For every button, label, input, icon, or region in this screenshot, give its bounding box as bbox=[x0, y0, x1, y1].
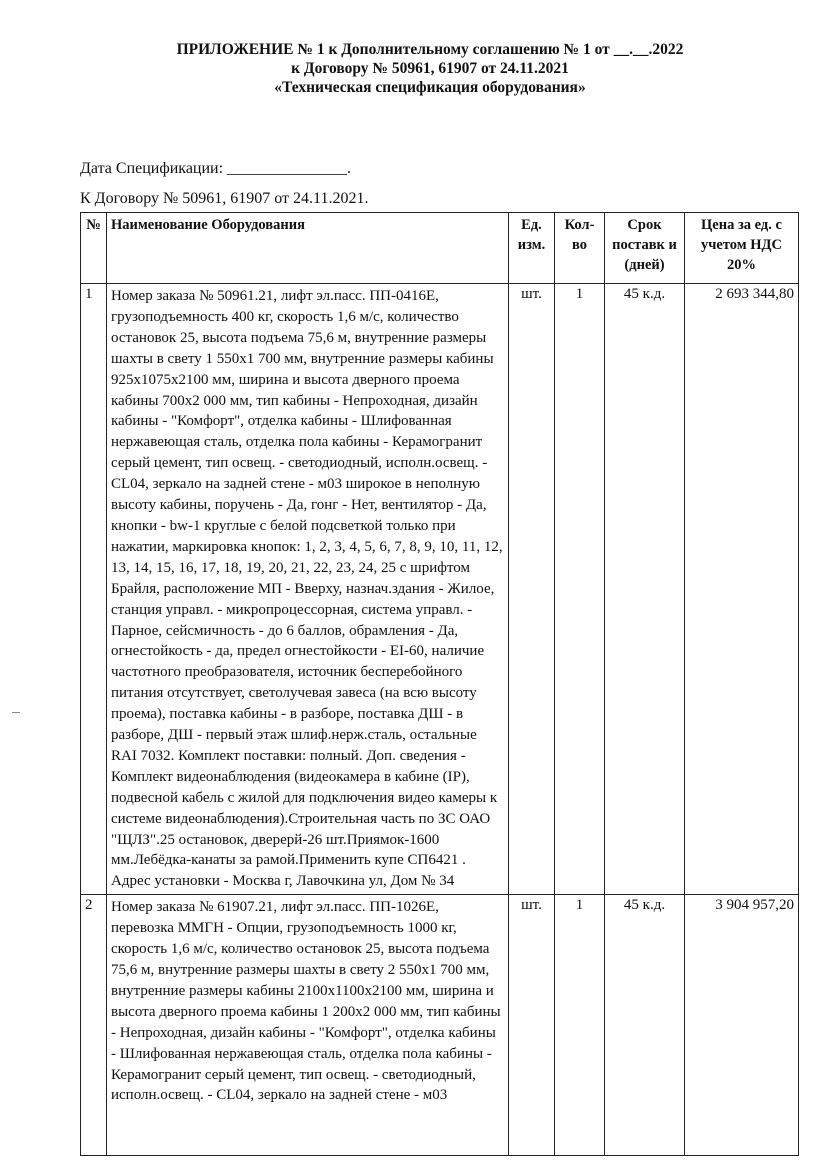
table-header-row bbox=[81, 213, 799, 284]
table-row bbox=[81, 895, 799, 1156]
specification-date: Дата Спецификации: _______________. bbox=[80, 160, 352, 177]
header-title: ПРИЛОЖЕНИЕ № 1 к Дополнительному соглашению № 1 от __.__.2022 bbox=[176, 41, 684, 58]
price-cell: 3 904 957,20 bbox=[685, 895, 799, 1156]
equipment-description: Номер заказа № 61907.21, лифт эл.пасс. ПП-1026Е, перевозка ММГН - Опции, грузоподъемность 1000 кг, скорость 1,6 м/с, количество остановок 25, высота подъема 75,6 м, внутренние размеры шахты в свету 2 550х1 700 мм, внутренние размеры кабины 2100х1100х2100 мм, ширина и высота дверного проема кабины 1 200х2 000 мм, тип кабины - Непроходная, дизайн кабины - "Комфорт", отделка кабины - Шлифованная нержавеющая сталь, отделка пола кабины - Керамогранит серый цемент, тип освещ. - светодиодный, исполн.освещ. - CL04, зеркало на задней стене - м03 bbox=[107, 895, 509, 1156]
document-header bbox=[120, 40, 740, 97]
table-row bbox=[81, 284, 799, 895]
col-header-name: Наименование Оборудования bbox=[107, 213, 509, 284]
header-contract: к Договору № 50961, 61907 от 24.11.2021 bbox=[291, 60, 569, 77]
delivery-term-cell: 45 к.д. bbox=[605, 284, 685, 895]
col-header-price: Цена за ед. с учетом НДС 20% bbox=[685, 213, 799, 284]
row-number: 2 bbox=[81, 895, 107, 1156]
col-header-term: Срок поставк и (дней) bbox=[605, 213, 685, 284]
specification-table bbox=[80, 212, 799, 1156]
scan-artifact bbox=[12, 712, 20, 713]
delivery-term-cell: 45 к.д. bbox=[605, 895, 685, 1156]
header-subtitle: «Техническая спецификация оборудования» bbox=[274, 79, 586, 96]
unit-cell: шт. bbox=[509, 895, 555, 1156]
col-header-unit: Ед. изм. bbox=[509, 213, 555, 284]
quantity-cell: 1 bbox=[555, 284, 605, 895]
contract-reference: К Договору № 50961, 61907 от 24.11.2021. bbox=[80, 190, 369, 207]
quantity-cell: 1 bbox=[555, 895, 605, 1156]
price-cell: 2 693 344,80 bbox=[685, 284, 799, 895]
col-header-qty: Кол-во bbox=[555, 213, 605, 284]
unit-cell: шт. bbox=[509, 284, 555, 895]
equipment-description: Номер заказа № 50961.21, лифт эл.пасс. ПП-0416Е, грузоподъемность 400 кг, скорость 1,6 м/с, количество остановок 25, высота подъема 75,6 м, внутренние размеры шахты в свету 1 550х1 700 мм, внутренние размеры кабины 925х1075х2100 мм, ширина и высота дверного проема кабины 700х2 000 мм, тип кабины - Непроходная, дизайн кабины - "Комфорт", отделка кабины - Шлифованная нержавеющая сталь, отделка пола кабины - Керамогранит серый цемент, тип освещ. - светодиодный, исполн.освещ. - CL04, зеркало на задней стене - м03 широкое в неполную высоту кабины, поручень - Да, гонг - Нет, вентилятор - Да, кнопки - bw-1 круглые с белой подсветкой только при нажатии, маркировка кнопок: 1, 2, 3, 4, 5, 6, 7, 8, 9, 10, 11, 12, 13, 14, 15, 16, 17, 18, 19, 20, 21, 22, 23, 24, 25 с шрифтом Брайля, расположение МП - Вверху, назнач.здания - Жилое, станция управл. - микропроцессорная, система управл. - Парное, сейсмичность - до 6 баллов, обрамления - Да, огнестойкость - да, предел огнестойкости - EI-60, наличие частотного преобразователя, источник бесперебойного питания отсутствует, светолучевая завеса (на всю высоту проема), поставка кабины - в разборе, поставка ДШ - в разборе, ДШ - первый этаж шлиф.нерж.сталь, остальные RAI 7032. Комплект поставки: полный. Доп. сведения - Комплект видеонаблюдения (видеокамера в кабине (IP), подвесной кабель с жилой для подключения видео камеры к системе видеонаблюдения).Строительная часть по ЗС ОАО "ЩЛЗ".25 остановок, дверерй-26 шт.Приямок-1600 мм.Лебёдка-канаты за рамой.Применить купе СП6421 . Адрес установки - Москва г, Лавочкина ул, Дом № 34 bbox=[107, 284, 509, 895]
col-header-num: № bbox=[81, 213, 107, 284]
row-number: 1 bbox=[81, 284, 107, 895]
